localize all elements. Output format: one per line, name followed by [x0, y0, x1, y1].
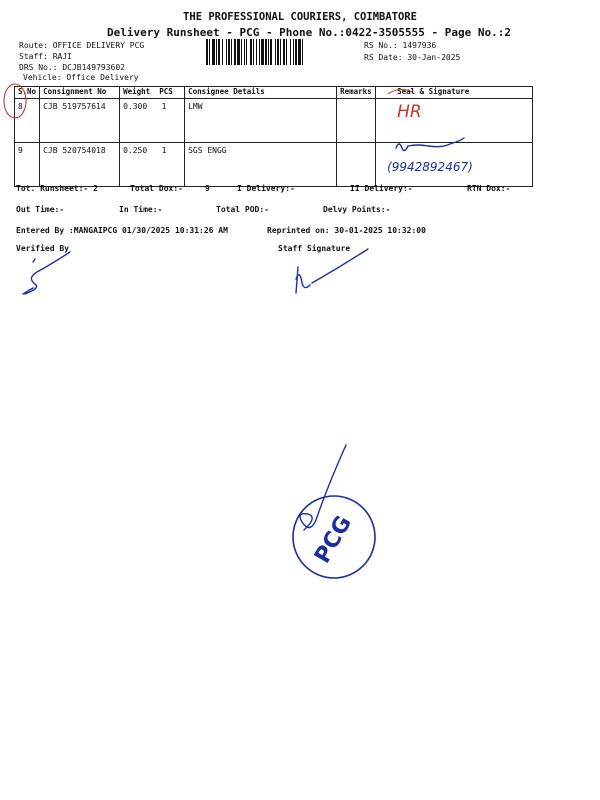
col-remarks: Remarks	[337, 87, 376, 99]
receiver-signature	[396, 138, 464, 151]
barcode-bar	[218, 39, 220, 65]
barcode-bar	[259, 39, 260, 65]
barcode-bar	[212, 39, 215, 65]
in-time: In Time:-	[119, 205, 163, 214]
row-weight-pcs: 0.250 1	[120, 143, 185, 187]
table-handwriting	[0, 78, 600, 188]
col-consignment: Consignment No	[40, 87, 120, 99]
row-circle-mark	[4, 84, 26, 118]
ii-delivery: II Delivery:-	[350, 184, 413, 193]
runsheet-title: Delivery Runsheet - PCG - Phone No.:0422-3505555 - Page No.:2	[107, 26, 511, 39]
verified-by-signature	[15, 250, 85, 300]
col-seal-signature: Seal & Signature	[376, 87, 533, 99]
row-sno: 8	[15, 99, 40, 143]
barcode-bar	[231, 39, 232, 65]
barcode-bar	[241, 39, 242, 65]
barcode-bar	[277, 39, 279, 65]
barcode-bar	[226, 39, 227, 65]
barcode-bar	[234, 39, 236, 65]
seal-note: (9942892467)	[387, 160, 473, 174]
barcode-bar	[237, 39, 240, 65]
rtn-dox: RTN Dox:-	[467, 184, 511, 193]
barcode-bar	[253, 39, 254, 65]
row-consignee: SGS ENGG	[185, 143, 337, 187]
rs-number: RS No.: 1497936	[364, 41, 437, 50]
col-pcs: PCS	[159, 87, 173, 96]
out-time: Out Time:-	[16, 205, 65, 214]
barcode-bar	[209, 39, 210, 65]
pcg-stamp	[276, 440, 386, 590]
vehicle-label: Vehicle: Office Delivery	[23, 73, 139, 82]
staff-signature-label: Staff Signature	[278, 244, 351, 253]
barcode-bar	[261, 39, 264, 65]
delvy-points: Delvy Points:-	[323, 205, 391, 214]
col-consignee: Consignee Details	[185, 87, 337, 99]
barcode-bar	[216, 39, 217, 65]
row-consignment: CJB 519757614	[40, 99, 120, 143]
barcode-bar	[206, 39, 208, 65]
barcode-bar	[293, 39, 294, 65]
barcode-bar	[295, 39, 297, 65]
total-dox-label: Total Dox:-	[130, 184, 183, 193]
staff-label: Staff: RAJI	[19, 52, 72, 61]
barcode-bar	[286, 39, 287, 65]
col-sno: S.No	[15, 87, 40, 99]
entered-by: Entered By :MANGAIPCG 01/30/2025 10:31:26 AM	[16, 226, 228, 235]
seal-note: HR	[397, 102, 422, 122]
row-consignment: CJB 520754018	[40, 143, 120, 187]
row-sno: 9	[15, 143, 40, 187]
row-weight-pcs: 0.300 1	[120, 99, 185, 143]
tot-runsheet: Tot. Runsheet:- 2	[16, 184, 98, 193]
company-title: THE PROFESSIONAL COURIERS, COIMBATORE	[183, 11, 417, 23]
barcode-bar	[302, 39, 303, 65]
barcode-bar	[228, 39, 230, 65]
route-label: Route: OFFICE DELIVERY PCG	[19, 41, 145, 50]
barcode-bar	[298, 39, 301, 65]
seal-tick-mark	[388, 89, 412, 94]
barcode-bar	[283, 39, 285, 65]
barcode-bar	[265, 39, 267, 65]
stamp-text: PCG	[310, 511, 357, 568]
verified-by-label: Verified By	[16, 244, 69, 253]
barcode-bar	[256, 39, 257, 65]
barcode-bar	[246, 39, 247, 65]
barcode-bar	[275, 39, 276, 65]
barcode-bar	[250, 39, 252, 65]
barcode-bar	[270, 39, 272, 65]
barcode-bar	[290, 39, 291, 65]
rs-date: RS Date: 30-Jan-2025	[364, 53, 461, 62]
drs-number: DRS No.: DCJB149793602	[19, 63, 125, 72]
staff-signature	[280, 245, 380, 300]
barcode	[206, 39, 352, 65]
total-dox-value: 9	[205, 184, 210, 193]
barcode-bar	[280, 39, 281, 65]
barcode-bar	[222, 39, 223, 65]
i-delivery: I Delivery:-	[237, 184, 295, 193]
col-weight: Weight	[123, 87, 151, 96]
barcode-bar	[244, 39, 245, 65]
barcode-bar	[268, 39, 269, 65]
row-consignee: LMW	[185, 99, 337, 143]
reprinted-on: Reprinted on: 30-01-2025 10:32:00	[267, 226, 426, 235]
total-pod: Total POD:-	[216, 205, 269, 214]
